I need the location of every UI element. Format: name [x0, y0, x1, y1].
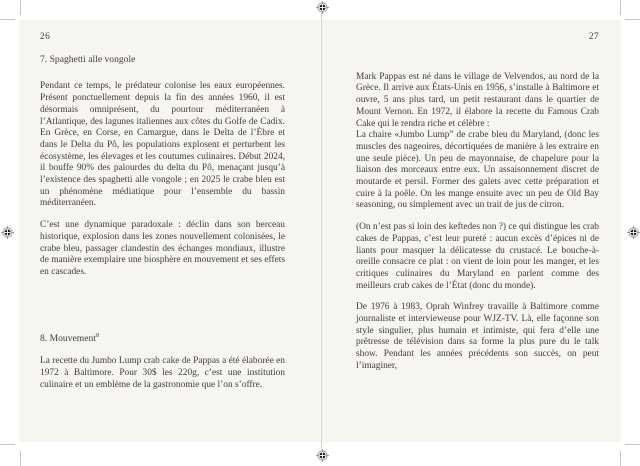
section-heading-spaghetti: 7. Spaghetti alle vongole	[40, 53, 136, 65]
spread-fold-line	[320, 13, 322, 449]
crop-mark-bottom-right-horizontal	[625, 444, 640, 445]
crop-mark-top-left-horizontal	[0, 19, 15, 20]
paragraph-mark-pappas: Mark Pappas est né dans le village de Velvendos, au nord de la Grèce. Il arrive aux États-Unis en 1956, s’installe à Baltimore et ouvre, 5 ans plus tard, un petit restaurant dans le quartier de Mount Vernon. En 1972, il élabore la recette du Famous Crab Cake qui le rendra riche et célèbre :	[356, 71, 599, 129]
paragraph-recette-jumbo-lump: La recette du Jumbo Lump crab cake de Pappas a été élaborée en 1972 à Baltimore. Pour 30$ les 220g, c’est une institution culinaire et un emblème de la gastronomie que l’on s’offre.	[40, 356, 285, 390]
page-left	[19, 20, 320, 442]
paragraph-predator-colonise: Pendant ce temps, le prédateur colonise les eaux européennes. Présent ponctuellement depuis la fin des années 1960, il est désormais omniprésent, du pourtour méditerranéen à l’Atlantique, des lagunes italiennes aux côtes du Golfe de Cadix. En Grèce, en Corse, en Camargue, dans le Delta de l’Èbre et dans le Delta du Pô, les populations explosent et perturbent les écosystème, les élevages et les coutumes culinaires. Début 2024, il bouffe 90% des palourdes du delta du Pô, menaçant jusqu’à l’existence des spaghetti alle vongole ; en 2025 le crabe bleu est un phénomène médiatique pour l’ensemble du bassin méditerranéen.	[40, 81, 285, 209]
section-heading-mouvement	[40, 333, 285, 345]
paragraph-oprah-winfrey: De 1976 à 1983, Oprah Winfrey travaille à Baltimore comme journaliste et intervieweuse pour WJZ-TV. Là, elle façonne son style singulier, plus humain et intimiste, qui fera d’elle une prêtresse de télévision dans sa forme la plus pure du le talk show. Pendant les années précédents son succès, on peut l’imaginer,	[356, 302, 599, 371]
crop-mark-top-left-vertical	[20, 0, 21, 15]
page-number-left: 26	[40, 32, 51, 42]
paragraph-chaire-jumbo-lump: La chaire «Jumbo Lump” de crabe bleu du Maryland, (donc les muscles des nageoires, décortiquées de manière à les extraire en une seule pièce). Un peu de mayonnaise, de chapelure pour la liaison des morceaux entre eux. Un assaisonnement discret de moutarde et persil. Former des galets avec cette préparation et cuire à la poêle. On les mange ensuite avec un peu de Old Bay seasoning, ou simplement avec un trait de jus de citron.	[356, 130, 599, 211]
footnote-marker: 8	[95, 332, 99, 339]
crop-mark-bottom-right-vertical	[620, 451, 621, 466]
registration-mark-icon-right-middle	[627, 226, 640, 239]
section-heading-mouvement-label: 8. Mouvement	[40, 332, 96, 344]
crop-mark-bottom-left-vertical	[20, 451, 21, 466]
registration-mark-icon-top-center	[316, 1, 329, 14]
page-right	[320, 20, 621, 442]
page-number-right: 27	[588, 32, 599, 42]
registration-mark-icon-left-middle	[1, 226, 14, 239]
crop-mark-top-right-horizontal	[625, 19, 640, 20]
paragraph-dynamique-paradoxale: C’est une dynamique paradoxale : déclin dans son berceau historique, explosion dans les zones nouvellement colonisées, le crabe bleu, passager clandestin des échanges mondiaux, illustre de manière exemplaire une biosphère en mouvement et ses effets en cascades.	[40, 220, 285, 277]
paragraph-keftedes: (On n’est pas si loin des keftedes non ?) ce qui distingue les crab cakes de Pappas, c’est leur pureté : aucun excès d’épices ni de liants pour masquer la délicatesse du crustacé. Le bouche-à-oreille consacre ce plat : on vient de loin pour les manger, et les critiques culinaires du Maryland en parlent comme des meilleurs crab cakes de l’État (donc du monde).	[356, 222, 599, 291]
crop-mark-bottom-left-horizontal	[0, 444, 15, 445]
registration-mark-icon-bottom-center	[316, 449, 329, 462]
crop-mark-top-right-vertical	[620, 0, 621, 15]
